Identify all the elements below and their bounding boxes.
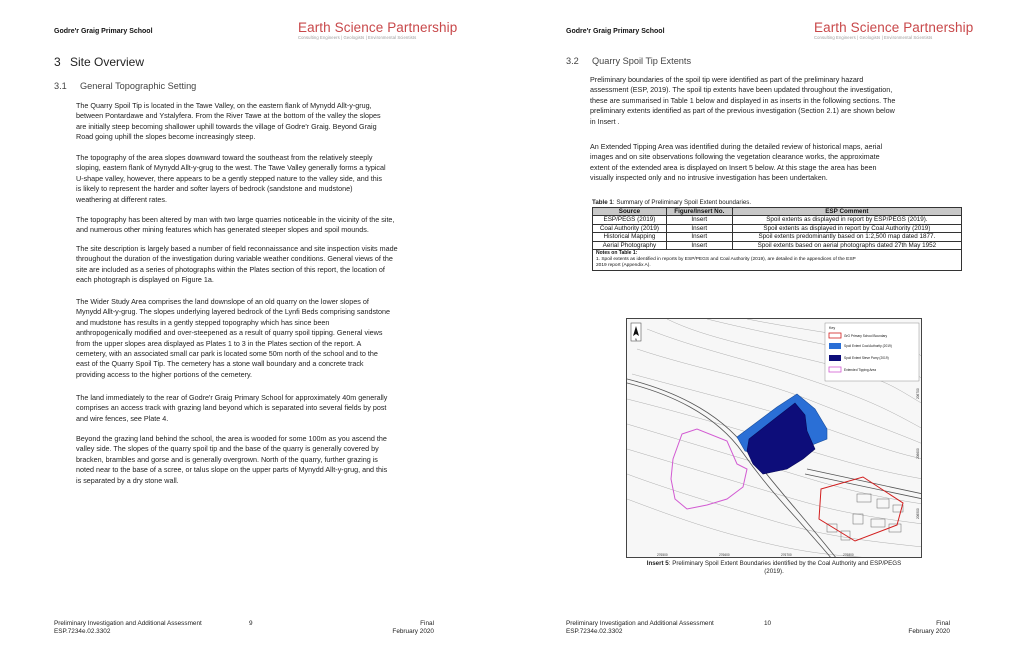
subsection-title: Quarry Spoil Tip Extents — [592, 56, 692, 66]
paragraph-extended-tipping — [590, 142, 882, 184]
insert-caption — [624, 560, 924, 576]
legend-label: GrG Primary School Boundary — [844, 334, 888, 338]
table-row — [593, 233, 962, 242]
footer-date: February 2020 — [392, 628, 434, 635]
subsection-title: General Topographic Setting — [80, 81, 197, 91]
x-tick-label: 276600 — [719, 553, 730, 557]
text-line: comprises an access track with grazing land beyond which is separated into several fields by post — [76, 403, 387, 413]
paragraph-topography — [76, 153, 386, 205]
text-line: weathering at different rates. — [76, 194, 167, 204]
table-cell: ESP/PEGS (2019) — [593, 216, 667, 225]
legend-swatch-extended — [829, 367, 841, 372]
y-tick-label: 206500 — [916, 508, 920, 519]
text-line: from the upper slopes area displayed as Plates 1 to 3 in the Plates section of the report. A — [76, 338, 362, 348]
legend-swatch-school — [829, 333, 841, 338]
subsection-number: 3.2 — [566, 56, 579, 66]
paragraph-wider-study-area — [76, 297, 390, 380]
text-line: providing access to the higher portions of the cemetery. — [76, 369, 253, 379]
x-tick-label: 276700 — [781, 553, 792, 557]
table-row — [593, 216, 962, 225]
table-caption — [592, 199, 751, 206]
table-cell: Insert — [666, 241, 732, 250]
x-tick-label: 276500 — [657, 553, 668, 557]
footer-status: Final — [420, 620, 434, 627]
text-line: assessment (ESP, 2019). The spoil tip extents have been updated throughout the investigation, — [590, 85, 893, 95]
legend-swatch-steve-parry — [829, 355, 841, 361]
paragraph-rear-land — [76, 393, 387, 424]
text-line: between Pontardawe and Ystalyfera. From the River Tawe at the bottom of the valley the slopes — [76, 111, 381, 121]
footer-reference: ESP.7234e.02.3302 — [54, 628, 111, 635]
footer-left — [566, 620, 714, 636]
text-line: U-shape valley, however, there appears to be a gently stepped nature to the valley side, and this — [76, 173, 382, 183]
text-line: is separated by a dry stone wall. — [76, 475, 179, 485]
brand-logo — [814, 20, 973, 40]
text-line: sloping, eastern flank of Mynydd Allt-y-grug to the west. The Tawe Valley generally forms a typical — [76, 163, 386, 173]
footer-right — [908, 620, 950, 636]
footer-status: Final — [936, 620, 950, 627]
table-cell: Historical Mapping — [593, 233, 667, 242]
footer-right — [392, 620, 434, 636]
table-notes — [593, 250, 962, 270]
legend-title: Key — [829, 326, 836, 330]
text-line: each photograph is displayed on Figure 1a. — [76, 275, 214, 285]
text-line: and numerous other mining features which has generated steeper slopes and spoil mounds. — [76, 225, 369, 235]
subsection-number: 3.1 — [54, 81, 67, 91]
spoil-extent-map — [626, 318, 922, 558]
text-line: cemetery, with an associated small car park is located some 50m north of the school and to the — [76, 349, 378, 359]
text-line: The topography has been altered by man with two large quarries noticeable in the vicinity of the site, — [76, 215, 395, 224]
right-page — [512, 0, 1024, 664]
text-line: these are summarised in Table 1 below and displayed in as inserts in the following sections. The — [590, 95, 896, 105]
text-line: anthropogenically modified and over-steepened as a result of quarry spoil tipping. General views — [76, 328, 383, 338]
text-line: The land immediately to the rear of Godre'r Graig Primary School for approximately 40m generally — [76, 393, 388, 402]
table-cell: Aerial Photography — [593, 241, 667, 250]
table-note: 2019 report (Appendix A). — [596, 262, 651, 268]
page-number: 9 — [249, 620, 253, 627]
table-cell: Spoil extents predominantly based on 1:2,500 map dated 1877. — [732, 233, 961, 242]
table-cell: Insert — [666, 233, 732, 242]
paragraph-alterations — [76, 215, 394, 236]
section-number: 3 — [54, 55, 61, 69]
text-line: valley side. The slopes of the quarry spoil tip and the base of the quarry is generally covered by — [76, 444, 379, 454]
table-header-comment: ESP Comment — [732, 208, 961, 216]
table-row — [593, 224, 962, 233]
insert-caption-text: : Preliminary Spoil Extent Boundaries identified by the Coal Authority and ESP/PEGS — [668, 560, 902, 567]
table-caption-label: Table 1 — [592, 199, 613, 206]
insert-caption-line2: (2019). — [764, 568, 784, 575]
section-title: Site Overview — [70, 55, 145, 69]
text-line: in Insert . — [590, 116, 620, 126]
table-header-source: Source — [593, 208, 667, 216]
paragraph-site-description — [76, 244, 398, 286]
text-line: and wire fences, see Plate 4. — [76, 413, 169, 423]
text-line: noted near to the base of a scree, or talus slope on the upper parts of Mynydd Allt-y-grug, and this — [76, 465, 388, 475]
insert-caption-label: Insert 5 — [646, 560, 669, 567]
map-legend — [825, 323, 919, 381]
paragraph-grazing-land — [76, 434, 387, 486]
text-line: Beyond the grazing land behind the school, the area is wooded for some 100m as you ascend the — [76, 434, 387, 443]
table-row — [593, 241, 962, 250]
table-cell: Insert — [666, 224, 732, 233]
footer-left — [54, 620, 202, 636]
paragraph-spoil-boundaries — [590, 75, 895, 127]
text-line: visually inspected only and no intrusive investigation has been undertaken. — [590, 173, 828, 183]
table-header-figure: Figure/Insert No. — [666, 208, 732, 216]
brand-tagline: Consulting Engineers | Geologists | Environmental Scientists — [814, 35, 933, 40]
table-caption-text: : Summary of Preliminary Spoil Extent boundaries. — [612, 199, 752, 206]
table-cell: Spoil extents based on aerial photographs dated 27th May 1952 — [732, 241, 961, 250]
text-line: The Quarry Spoil Tip is located in the Tawe Valley, on the eastern flank of Mynydd Allt-y-grug, — [76, 101, 372, 110]
legend-label: Extended Tipping Area — [844, 368, 877, 372]
text-line: images and on site observations following the vegetation clearance works, the approximate — [590, 152, 880, 162]
subsection-heading — [54, 81, 196, 91]
footer-document-title: Preliminary Investigation and Additional Assessment — [54, 620, 202, 627]
brand-tagline: Consulting Engineers | Geologists | Environmental Scientists — [298, 35, 417, 40]
table-cell: Coal Authority (2019) — [593, 224, 667, 233]
text-line: The topography of the area slopes downward toward the southeast from the relatively steeply — [76, 153, 373, 162]
legend-swatch-coal-authority — [829, 343, 841, 349]
text-line: site are included as a series of photographs within the Plates section of this report, the location of — [76, 264, 385, 274]
table-cell: Insert — [666, 216, 732, 225]
text-line: Mynydd Allt-y-grug. The slopes underlying layered bedrock of the Lynfi Beds comprising sandstone — [76, 307, 391, 317]
text-line: throughout the duration of the investigation during variable weather conditions. General views of the — [76, 254, 393, 264]
footer-document-title: Preliminary Investigation and Additional Assessment — [566, 620, 714, 627]
page-number: 10 — [764, 620, 772, 627]
text-line: east of the Quarry Spoil Tip. The cemetery has a stone wall boundary and a concrete track — [76, 359, 364, 369]
brand-name: Earth Science Partnership — [298, 20, 458, 35]
table-notes-title: Notes on Table 1: — [596, 250, 638, 257]
subsection-heading — [566, 56, 691, 66]
brand-logo — [298, 20, 457, 40]
text-line: Road going uphill the slopes become increasingly steep. — [76, 132, 256, 142]
map-svg — [627, 319, 922, 558]
table-notes-row — [593, 250, 962, 270]
table-cell: Spoil extents as displayed in report by ESP/PEGS (2019). — [732, 216, 961, 225]
legend-label: Spoil Extent Steve Parry (2019) — [844, 356, 889, 360]
footer-reference: ESP.7234e.02.3302 — [566, 628, 623, 635]
header-school-name: Godre'r Graig Primary School — [566, 28, 665, 35]
north-arrow-icon — [631, 323, 641, 342]
y-tick-label: 206600 — [916, 448, 920, 459]
text-line: bracken, brambles and gorse and is generally overgrown. North of the quarry, further grazing is — [76, 454, 378, 464]
paragraph-location — [76, 101, 381, 143]
text-line: preliminary extents identified as part of the previous investigation (Section 2.1) are shown below — [590, 106, 895, 116]
brand-name: Earth Science Partnership — [814, 20, 974, 35]
section-heading — [54, 55, 144, 69]
text-line: are initially steep becoming shallower uphill towards the village of Godre'r Graig. Beyond Graig — [76, 121, 377, 131]
y-tick-label: 206700 — [916, 388, 920, 399]
text-line: The Wider Study Area comprises the land downslope of an old quarry on the lower slopes of — [76, 297, 369, 306]
north-label: N — [634, 337, 638, 342]
text-line: extent of the extended area is displayed on Insert 5 below. At this stage the area has been — [590, 162, 877, 172]
header-school-name: Godre'r Graig Primary School — [54, 28, 153, 35]
legend-label: Spoil Extent Coal Authority (2019) — [844, 344, 892, 348]
table-cell: Spoil extents as displayed in report by Coal Authority (2019) — [732, 224, 961, 233]
text-line: The site description is largely based a number of field reconnaissance and site inspection visits made — [76, 244, 398, 253]
table-note: 1. Spoil extents as identified in reports by ESP/PEGS and Coal Authority (2019), are detailed in the appendices of the ESP — [596, 257, 856, 263]
x-tick-label: 276800 — [843, 553, 854, 557]
text-line: An Extended Tipping Area was identified during the detailed review of historical maps, aerial — [590, 142, 883, 151]
text-line: Preliminary boundaries of the spoil tip were identified as part of the preliminary hazard — [590, 75, 864, 84]
footer-date: February 2020 — [908, 628, 950, 635]
spoil-extent-table — [592, 207, 962, 271]
text-line: is likely to represent the harder and softer layers of bedrock (sandstone and mudstone) — [76, 184, 353, 194]
text-line: and mudstone has results in a gently stepped topography which has since been — [76, 317, 330, 327]
